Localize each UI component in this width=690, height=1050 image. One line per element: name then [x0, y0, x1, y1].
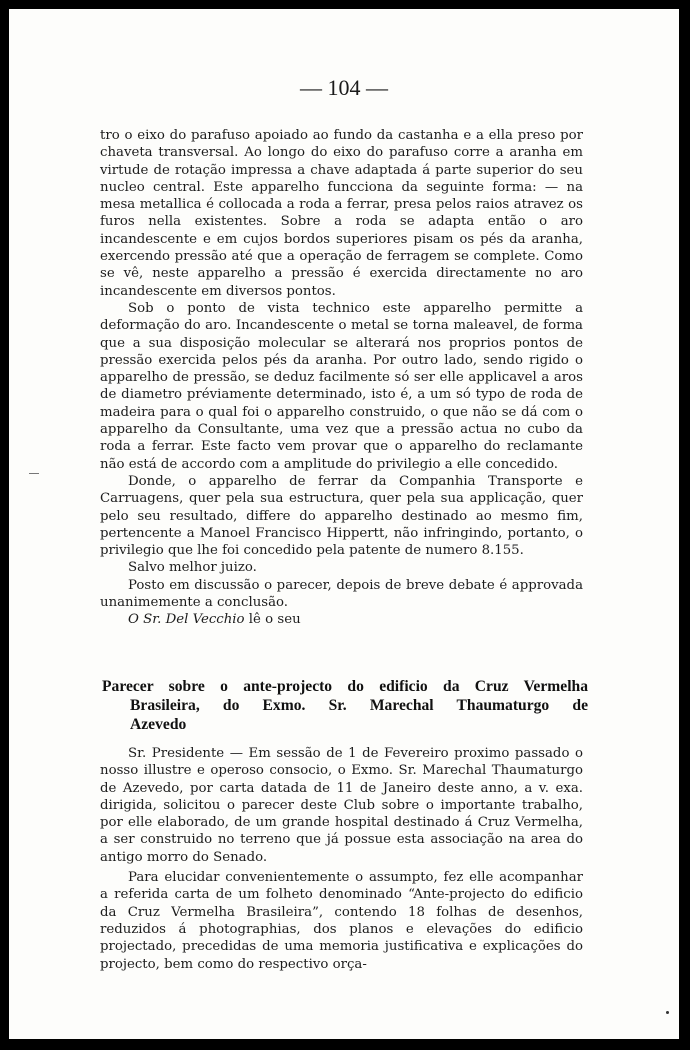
text-block-opinion [100, 127, 583, 629]
section-heading [102, 677, 588, 734]
margin-dot [666, 1011, 669, 1014]
paragraph: Para elucidar convenientemente o assumpto, fez elle acompanhar a referida carta de um folheto denominado “Ante-projecto do edificio da Cruz Vermelha Brasileira”, contendo 18 folhas de desenhos, reduzidos á photographias, dos planos e elevações do edificio projectado, precedidas de uma memoria justificativa e explicações do projecto, bem como do respectivo orça- [100, 870, 583, 972]
reading-rest: lê o seu [244, 612, 301, 628]
paragraph: tro o eixo do parafuso apoiado ao fundo da castanha e a ella preso por chaveta transversal. Ao longo do eixo do parafuso corre a aranha em virtude de rotação impressa a chave adaptada á parte superior do seu nucleo central. Este apparelho funcciona da seguinte forma: — na mesa metallica é collocada a roda a ferrar, presa pelos raios atravez os furos nella existentes. Sobre a roda se adapta então o aro incandescente e em cujos bordos superiores pisam os pés da aranha, exercendo pressão até que a operação de ferragem se complete. Como se vê, neste apparelho a pressão é exercida directamente no aro incandescente em diversos pontos. [100, 128, 583, 299]
paragraph: Sob o ponto de vista technico este apparelho permitte a deformação do aro. Incandescente o metal se torna maleavel, de forma que a sua disposição molecular se alterará nos proprios pontos de pressão exercida pelos pés da aranha. Por outro lado, sendo rigido o apparelho de pressão, se deduz facilmente só ser elle applicavel a aros de diametro préviamente determinado, isto é, a um só typo de roda de madeira para o qual foi o apparelho construido, o que não se dá com o apparelho da Consultante, uma vez que a pressão actua no cubo da roda a ferrar. Este facto vem provar que o apparelho do reclamante não está de accordo com a amplitude do privilegio a elle concedido. [100, 300, 583, 472]
paragraph: Salvo melhor juizo. [128, 560, 257, 576]
paragraph: Posto em discussão o parecer, depois de breve debate é approvada unanimemente a conclusão. [100, 577, 583, 611]
paragraph: Donde, o apparelho de ferrar da Companhia Transporte e Carruagens, quer pela sua estructura, quer pela sua applicação, quer pelo seu resultado, differe do apparelho destinado ao mesmo fim, pertencente a Manoel Francisco Hippertt, não infringindo, portanto, o privilegio que lhe foi concedido pela patente de numero 8.155. [100, 473, 583, 559]
heading-line: Parecer sobre o ante-projecto do edificio da Cruz Vermelha [102, 678, 588, 695]
reading-line [100, 611, 583, 628]
text-block-report [100, 745, 583, 973]
margin-mark [29, 473, 39, 474]
heading-line: Azevedo [130, 716, 187, 733]
speaker-name: O Sr. Del Vecchio [128, 612, 245, 628]
paragraph: Sr. Presidente — Em sessão de 1 de Fevereiro proximo passado o nosso illustre e operoso consocio, o Exmo. Sr. Marechal Thaumaturgo de Azevedo, por carta datada de 11 de Janeiro deste anno, a v. exa. dirigida, solicitou o parecer deste Club sobre o importante trabalho, por elle elaborado, de um grande hospital destinado á Cruz Vermelha, a ser construido no terreno que já possue esta associação na area do antigo morro do Senado. [100, 746, 583, 865]
page-number: — 104 — [300, 75, 388, 100]
heading-line: Brasileira, do Exmo. Sr. Marechal Thaumaturgo de [130, 697, 588, 714]
document-page [9, 9, 679, 1039]
